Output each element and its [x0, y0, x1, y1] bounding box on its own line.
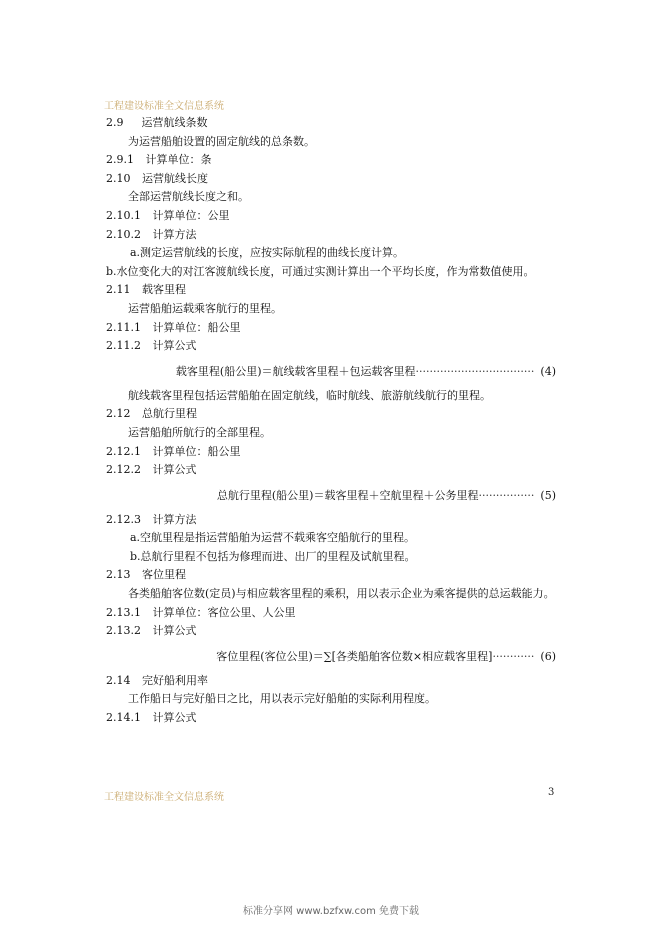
formula-4 [106, 356, 556, 387]
section-2-14-desc: 工作船日与完好船日之比，用以表示完好船舶的实际利用程度。 [128, 692, 436, 706]
clause-number: 2.14.1 [106, 711, 141, 725]
clause-number: 2.11.2 [106, 339, 141, 353]
section-number: 2.14 [106, 673, 131, 687]
clause-text: 计算方法 [152, 512, 197, 526]
page-content [106, 114, 556, 728]
clause-text: 计算公式 [152, 624, 197, 638]
leader-dots: ················ [478, 488, 535, 502]
section-title: 完好船利用率 [142, 673, 208, 687]
formula-5 [106, 480, 556, 511]
section-number: 2.11 [106, 283, 131, 297]
clause-2-11-2 [106, 337, 556, 356]
header-watermark: 工程建设标准全文信息系统 [104, 101, 224, 112]
leader-dots: ·································· [415, 364, 535, 378]
clause-number: 2.12.3 [106, 512, 141, 526]
formula-expression: 总航行里程(船公里)＝载客里程＋空航里程＋公务里程 [216, 489, 479, 503]
clause-2-14-1 [106, 709, 556, 728]
equation-number: (4) [540, 364, 556, 378]
clause-text: 计算单位：客位公里、人公里 [152, 605, 296, 619]
formula-6 [106, 641, 556, 672]
footer-watermark: 工程建设标准全文信息系统 [104, 792, 224, 803]
clause-number: 2.10.1 [106, 208, 141, 222]
clause-number: 2.13.1 [106, 605, 141, 619]
equation-number: (5) [540, 488, 556, 502]
clause-2-9-1 [106, 151, 556, 170]
section-2-14-heading [106, 672, 556, 691]
clause-2-12-3-item-a: a.空航里程是指运营船舶为运营不载乘客空船航行的里程。 [130, 531, 416, 545]
formula-4-note: 航线载客里程包括运营船舶在固定航线，临时航线、旅游航线航行的里程。 [128, 388, 491, 402]
clause-number: 2.13.2 [106, 624, 141, 638]
section-title: 客位里程 [142, 568, 186, 582]
section-title: 运营航线长度 [142, 171, 208, 185]
section-number: 2.13 [106, 568, 131, 582]
clause-number: 2.11.1 [106, 320, 141, 334]
section-title: 载客里程 [142, 283, 186, 297]
clause-number: 2.10.2 [106, 227, 141, 241]
clause-2-11-1 [106, 319, 556, 338]
clause-text: 计算公式 [152, 463, 197, 477]
clause-2-13-2 [106, 622, 556, 641]
section-2-12-desc: 运营船舶所航行的全部里程。 [128, 425, 271, 439]
clause-2-10-2-item-a: a.测定运营航线的长度，应按实际航程的曲线长度计算。 [130, 246, 405, 260]
clause-text: 计算单位：条 [145, 153, 212, 167]
clause-number: 2.12.1 [106, 444, 141, 458]
section-2-11-desc: 运营船舶运载乘客航行的里程。 [128, 301, 282, 315]
clause-2-12-3-item-b: b.总航行里程不包括为修理而进、出厂的里程及试航里程。 [130, 549, 416, 563]
section-number: 2.9 [106, 116, 124, 129]
section-2-12-heading [106, 405, 556, 424]
section-2-13-desc: 各类船舶客位数(定员)与相应载客里程的乘积，用以表示企业为乘客提供的总运载能力。 [128, 587, 555, 601]
section-2-10-desc: 全部运营航线长度之和。 [128, 190, 249, 204]
clause-2-12-2 [106, 461, 556, 480]
formula-expression: 载客里程(船公里)＝航线载客里程＋包运载客里程 [175, 365, 416, 379]
clause-text: 计算单位：船公里 [152, 444, 241, 458]
clause-2-10-2-item-b: b.水位变化大的对江客渡航线长度，可通过实测计算出一个平均长度，作为常数值使用。 [106, 264, 535, 278]
clause-text: 计算单位：船公里 [152, 320, 241, 334]
clause-2-12-3 [106, 511, 556, 530]
section-title: 总航行里程 [142, 407, 197, 421]
section-number: 2.12 [106, 407, 131, 421]
clause-2-13-1 [106, 604, 556, 623]
section-title: 运营航线条数 [141, 116, 208, 129]
leader-dots: ············ [492, 649, 535, 663]
section-2-9-desc: 为运营船舶设置的固定航线的总条数。 [128, 134, 315, 148]
clause-2-10-2 [106, 226, 556, 245]
clause-text: 计算方法 [152, 227, 197, 241]
section-2-11-heading [106, 281, 556, 300]
clause-number: 2.12.2 [106, 463, 141, 477]
clause-text: 计算公式 [152, 339, 197, 353]
section-number: 2.10 [106, 171, 131, 185]
section-2-10-heading [106, 170, 556, 189]
formula-expression: 客位里程(客位公里)＝∑[各类船舶客位数×相应载客里程] [216, 650, 493, 664]
clause-text: 计算单位：公里 [152, 208, 230, 222]
clause-2-12-1 [106, 443, 556, 462]
download-banner: 标准分享网 www.bzfxw.com 免费下载 [243, 906, 419, 917]
clause-2-10-1 [106, 207, 556, 226]
clause-number: 2.9.1 [106, 153, 134, 167]
section-2-9-heading [106, 114, 556, 133]
clause-text: 计算公式 [152, 711, 197, 725]
equation-number: (6) [540, 649, 556, 663]
section-2-13-heading [106, 566, 556, 585]
page-number: 3 [548, 787, 555, 798]
